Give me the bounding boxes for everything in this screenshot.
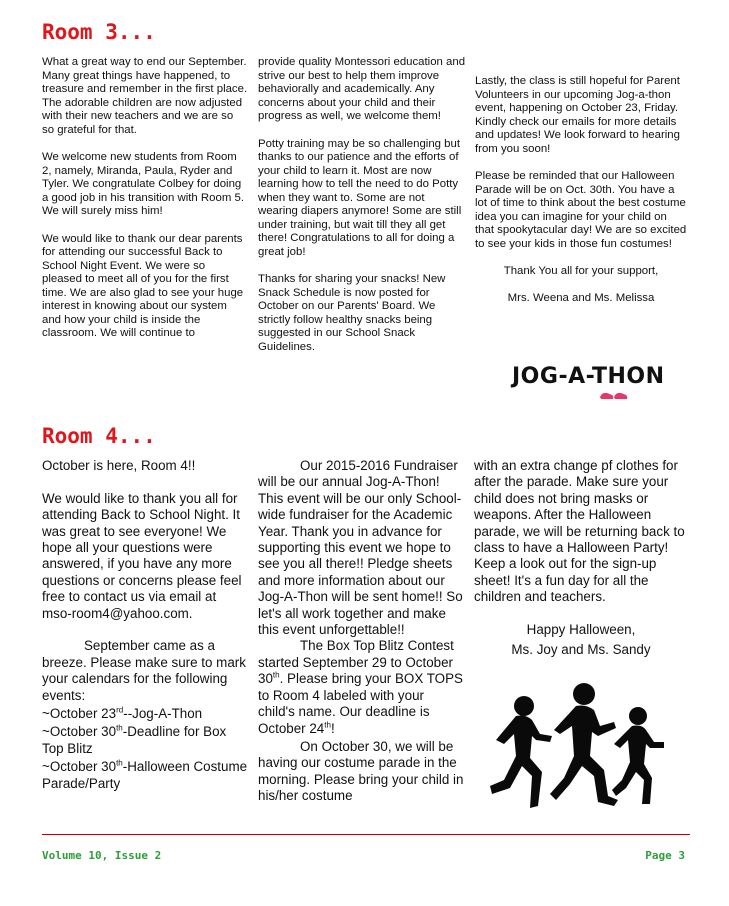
room4-paragraph: with an extra change pf clothes for after the parade. Make sure your child does not bring masks or weapons. After the Halloween parade, we will be returning back to class to have a Halloween Party! Keep a look out for the sign-up sheet! It's a fun day for all the children and teachers.	[474, 458, 685, 605]
room3-thanks: Thank You all for your support,	[503, 264, 659, 277]
room4-column-1	[42, 458, 248, 792]
jog-a-thon-logo: JOG-A-THON	[512, 364, 665, 389]
room3-paragraph: What a great way to end our September. Many great things have happened, to treasure and remember in the first place. The adorable children are now adjusted with their new teachers and we are so so grateful for that.	[42, 56, 248, 136]
room3-signature: Mrs. Weena and Ms. Melissa	[507, 291, 655, 304]
room4-event: ~October 30th-Deadline for Box Top Blitz	[42, 724, 227, 756]
room4-signature: Ms. Joy and Ms. Sandy	[511, 642, 651, 658]
room3-paragraph: Lastly, the class is still hopeful for Parent Volunteers in our upcoming Jog-a-thon event, happening on October 23, Friday. Kindly check our emails for more details and updates! We look forward to hearing from you soon!	[475, 75, 680, 155]
room3-paragraph: We welcome new students from Room 2, namely, Miranda, Paula, Ryder and Tyler. We congratulate Colbey for doing a good job in his transition with Room 5. We will surely miss him!	[42, 151, 244, 217]
footer-page-number: Page 3	[645, 849, 685, 862]
room4-paragraph: On October 30, we will be having our costume parade in the morning. Please bring your child in his/her costume	[258, 738, 464, 804]
room4-paragraph: The Box Top Blitz Contest started September 29 to October 30th. Please bring your BOX TOPS to Room 4 labeled with your child's name. Our deadline is October 24th!	[258, 638, 463, 736]
room4-event: ~October 30th-Halloween Costume Parade/Party	[42, 758, 248, 791]
room4-title: Room 4...	[42, 424, 156, 448]
room3-column-2	[258, 56, 466, 368]
running-children-icon	[486, 676, 668, 822]
room4-greeting: Happy Halloween,	[526, 622, 636, 638]
room3-paragraph: We would like to thank our dear parents for attending our successful Back to School Night Event. We were so pleased to meet all of you for the first time. We are also glad to see your huge interest in knowing about our system and how your child is inside the classroom. We will continue to	[42, 232, 244, 339]
room4-column-3	[474, 458, 688, 675]
footer-volume: Volume 10, Issue 2	[42, 849, 162, 862]
sneakers-icon	[598, 389, 632, 401]
footer-divider	[42, 834, 690, 835]
room4-event: ~October 23rd--Jog-A-Thon	[42, 705, 203, 722]
room4-paragraph: Our 2015-2016 Fundraiser will be our annual Jog-A-Thon! This event will be our only School-wide fundraiser for the Academic Year. Thank you in advance for supporting this event we hope to see you all there!! Pledge sheets and more information about our Jog-A-Thon will be sent home!! So let's all work together and make this event unforgettable!!	[258, 458, 463, 638]
room4-paragraph: We would like to thank you all for attending Back to School Night. It was great to see everyone! We hope all your questions were answered, if you have any more questions or concerns please feel free to contact us via email at mso-room4@yahoo.com.	[42, 490, 242, 621]
room3-paragraph: Potty training may be so challenging but thanks to our patience and the efforts of your child to learn it. Most are now learning how to tell the need to do Potty when they want to. Some are not wearing diapers anymore! Some are still under training, but wait till they all get there! Congratulations to all for doing a great job!	[258, 137, 462, 258]
room3-paragraph: provide quality Montessori education and strive our best to help them improve behaviorally and academically. Any concerns about your child and their progress as well, we welcome them!	[258, 56, 466, 122]
room4-paragraph: October is here, Room 4!!	[42, 458, 196, 473]
room3-title: Room 3...	[42, 20, 156, 44]
room4-paragraph: September came as a breeze. Please make sure to mark your calendars for the following events:	[42, 638, 246, 703]
room4-column-2	[258, 458, 464, 821]
room3-paragraph: Please be reminded that our Halloween Parade will be on Oct. 30th. You have a lot of time to think about the best costume idea you can imagine for your child on that spookytacular day! We are so excited to see your kids in those fun costumes!	[475, 170, 687, 250]
room3-column-1	[42, 56, 248, 354]
room3-column-3	[475, 75, 687, 319]
room3-paragraph: Thanks for sharing your snacks! New Snack Schedule is now posted for October on our Parents' Board. We strictly follow healthy snacks being suggested in our School Snack Guidelines.	[258, 273, 446, 353]
